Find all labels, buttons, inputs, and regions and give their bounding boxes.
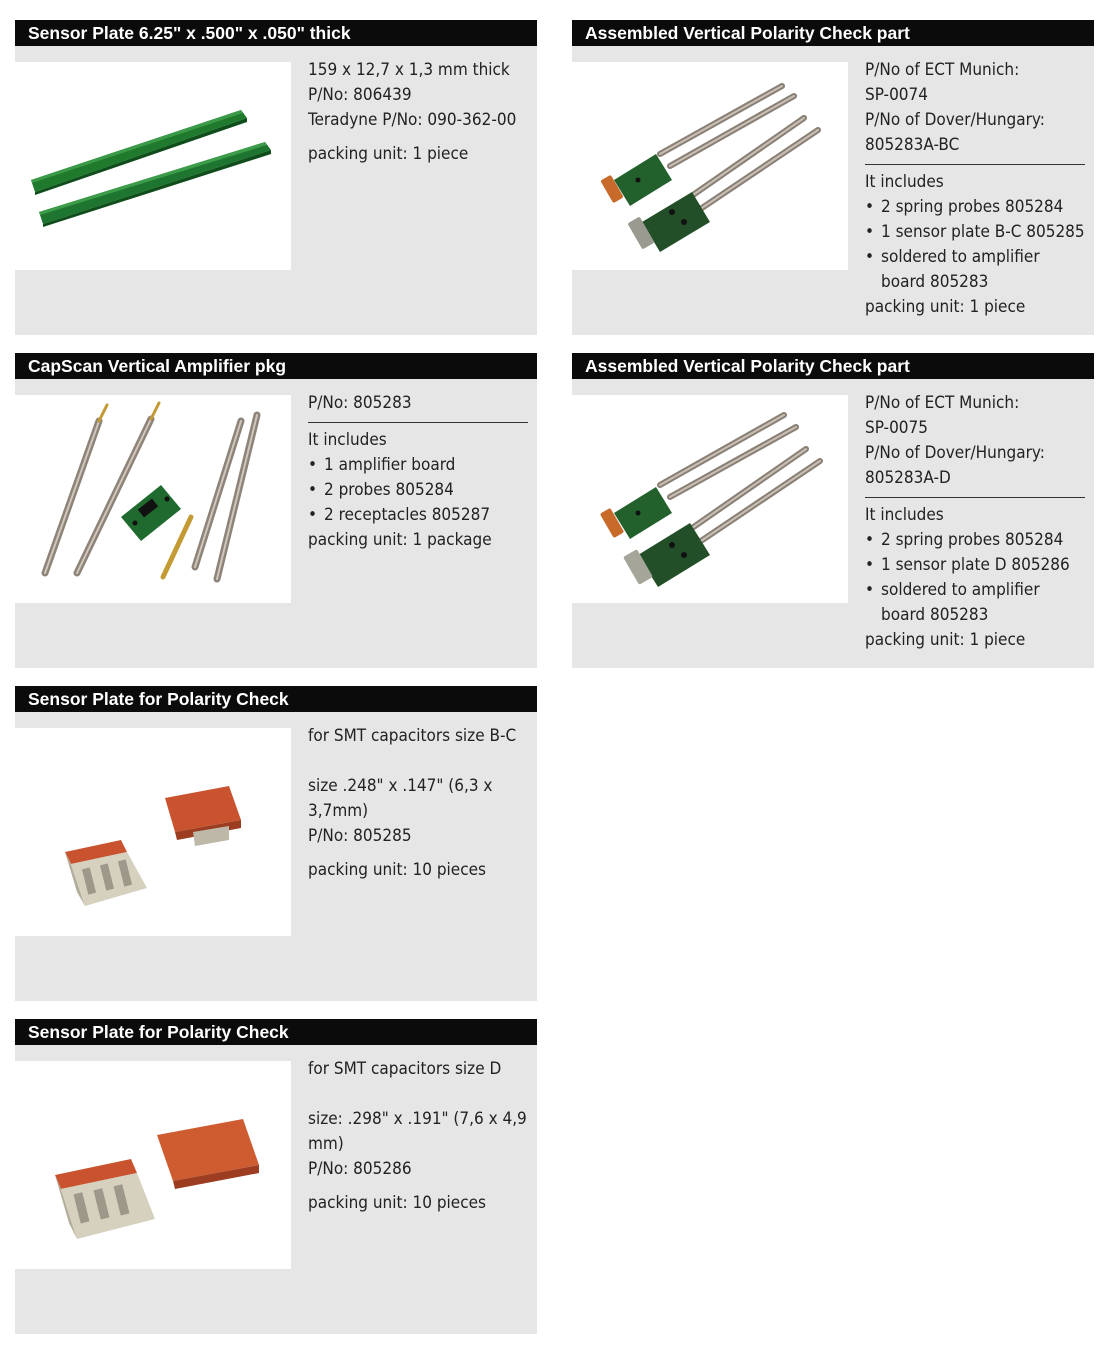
card-description <box>865 58 1085 320</box>
product-card-sensor-plate-d <box>15 1019 537 1334</box>
divider <box>308 422 528 423</box>
subtitle-text: for SMT capacitors size D <box>308 1059 502 1079</box>
card-description <box>308 391 528 553</box>
ect-part-number-value: SP-0075 <box>865 418 928 438</box>
card-description <box>308 58 528 167</box>
part-number-text: P/No: 806439 <box>308 85 412 105</box>
packing-unit-text: packing unit: 10 pieces <box>308 1193 486 1213</box>
list-item: • soldered to amplifier board 805283 <box>865 245 1085 295</box>
list-item: • 2 receptacles 805287 <box>308 503 528 528</box>
includes-label: It includes <box>308 430 387 450</box>
size-text: size .248" x .147" (6,3 x 3,7mm) <box>308 776 493 821</box>
card-description <box>308 1057 528 1216</box>
product-image-assembled-part-d <box>572 395 848 603</box>
card-title: Sensor Plate for Polarity Check <box>15 1019 537 1045</box>
product-image-sensor-plate-strip <box>15 62 291 270</box>
product-image-sensor-plate-d <box>15 1061 291 1269</box>
product-image-assembled-part-bc <box>572 62 848 270</box>
spacer <box>308 1082 528 1107</box>
dimensions-text: 159 x 12,7 x 1,3 mm thick <box>308 60 510 80</box>
teradyne-part-number-text: Teradyne P/No: 090-362-00 <box>308 110 517 130</box>
ect-part-number-label: P/No of ECT Munich: <box>865 393 1020 413</box>
dover-part-number-value: 805283A-BC <box>865 135 960 155</box>
divider <box>865 164 1085 165</box>
includes-list <box>308 453 528 528</box>
product-card-assembled-part-bc <box>572 20 1094 335</box>
includes-label: It includes <box>865 172 944 192</box>
product-card-sensor-plate-bc <box>15 686 537 1001</box>
packing-unit-text: packing unit: 10 pieces <box>308 860 486 880</box>
list-item: • soldered to amplifier board 805283 <box>865 578 1085 628</box>
divider <box>865 497 1085 498</box>
ect-part-number-label: P/No of ECT Munich: <box>865 60 1020 80</box>
product-image-amplifier-pkg <box>15 395 291 603</box>
ect-part-number-value: SP-0074 <box>865 85 928 105</box>
product-image-sensor-plate-bc <box>15 728 291 936</box>
list-item: • 1 sensor plate D 805286 <box>865 553 1085 578</box>
packing-unit-text: packing unit: 1 piece <box>308 144 469 164</box>
size-text: size: .298" x .191" (7,6 x 4,9 mm) <box>308 1109 527 1154</box>
packing-unit-text: packing unit: 1 piece <box>865 630 1026 650</box>
card-title: Sensor Plate 6.25" x .500" x .050" thick <box>15 20 537 46</box>
part-number-text: P/No: 805286 <box>308 1159 412 1179</box>
card-title: CapScan Vertical Amplifier pkg <box>15 353 537 379</box>
card-title: Sensor Plate for Polarity Check <box>15 686 537 712</box>
includes-list <box>865 195 1085 295</box>
spacer <box>308 749 528 774</box>
card-description <box>308 724 528 883</box>
product-card-assembled-part-d <box>572 353 1094 668</box>
subtitle-text: for SMT capacitors size B-C <box>308 726 517 746</box>
list-item: • 1 sensor plate B-C 805285 <box>865 220 1085 245</box>
dover-part-number-label: P/No of Dover/Hungary: <box>865 110 1045 130</box>
product-card-amplifier-pkg <box>15 353 537 668</box>
card-title: Assembled Vertical Polarity Check part <box>572 20 1094 46</box>
product-card-sensor-plate-strip <box>15 20 537 335</box>
list-item: • 2 probes 805284 <box>308 478 528 503</box>
includes-list <box>865 528 1085 628</box>
packing-unit-text: packing unit: 1 piece <box>865 297 1026 317</box>
part-number-text: P/No: 805283 <box>308 393 412 413</box>
packing-unit-text: packing unit: 1 package <box>308 530 492 550</box>
part-number-text: P/No: 805285 <box>308 826 412 846</box>
dover-part-number-label: P/No of Dover/Hungary: <box>865 443 1045 463</box>
includes-label: It includes <box>865 505 944 525</box>
card-title: Assembled Vertical Polarity Check part <box>572 353 1094 379</box>
dover-part-number-value: 805283A-D <box>865 468 951 488</box>
list-item: • 1 amplifier board <box>308 453 528 478</box>
card-description <box>865 391 1085 653</box>
list-item: • 2 spring probes 805284 <box>865 195 1085 220</box>
list-item: • 2 spring probes 805284 <box>865 528 1085 553</box>
